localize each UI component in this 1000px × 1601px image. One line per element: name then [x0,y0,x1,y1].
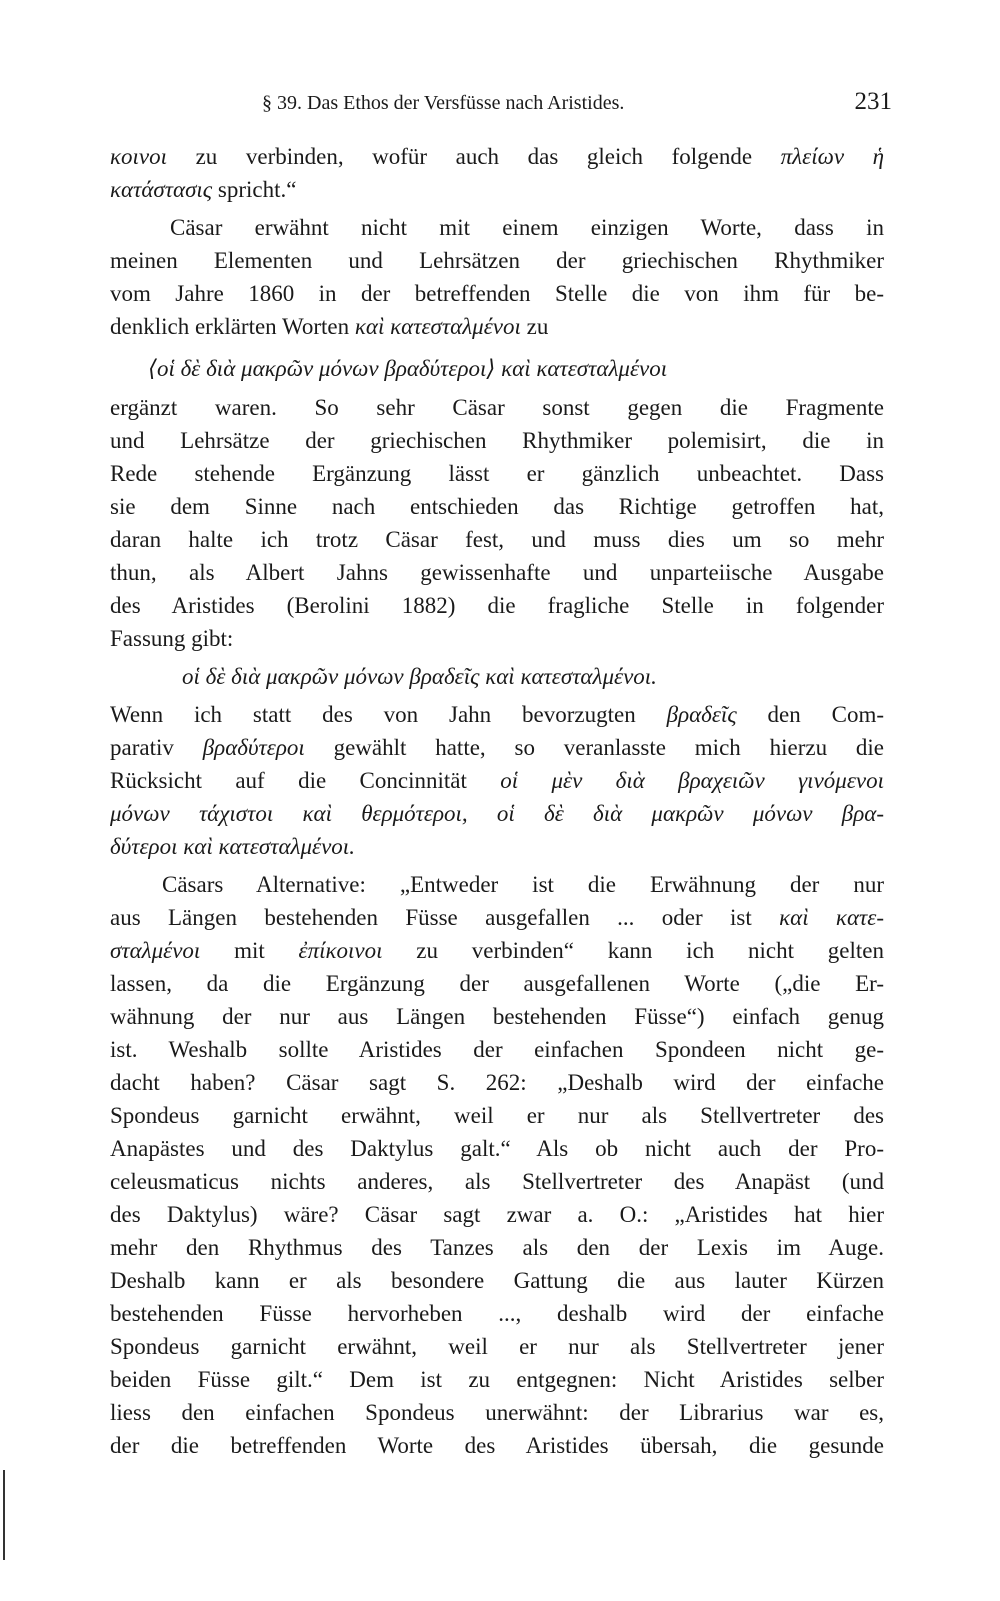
text-line [110,173,884,206]
text-span: thun, als Albert Jahns gewissenhafte und unparteiische Ausgabe [110,560,884,585]
text-line [110,1396,884,1429]
greek-term: δύτεροι καὶ κατεσταλμένοι. [110,834,355,859]
text-span: denklich erklärten Worten [110,314,355,339]
running-title: § 39. Das Ethos der Versfüsse nach Aristides. [262,92,625,114]
text-line [110,1297,884,1330]
greek-term: σταλμένοι [110,938,201,963]
text-span: liess den einfachen Spondeus unerwähnt: der Librarius war es, [110,1400,884,1425]
text-line [110,1429,884,1462]
text-line [110,1264,884,1297]
text-line [110,244,884,277]
text-line [110,490,884,523]
text-span: Rücksicht auf die Concinnität [110,768,501,793]
text-line [110,277,884,310]
text-line [110,731,884,764]
text-span: Spondeus garnicht erwähnt, weil er nur als Stellvertreter jener [110,1334,884,1359]
text-span: ergänzt waren. So sehr Cäsar sonst gegen die Fragmente [110,395,884,420]
text-line [110,797,884,830]
text-line [110,1066,884,1099]
text-line [110,622,884,655]
greek-term: βραδεῖς [666,702,737,727]
text-span: aus Längen bestehenden Füsse ausgefallen ... oder ist [110,905,780,930]
text-span: sie dem Sinne nach entschieden das Richtige getroffen hat, [110,494,884,519]
greek-term: οἱ δὲ διὰ μακρῶν μόνων βραδεῖς καὶ κατεσταλμένοι. [182,664,657,689]
page-number: 231 [854,88,892,115]
text-span: und Lehrsätze der griechischen Rhythmiker polemisirt, die in [110,428,884,453]
text-span: zu [520,314,549,339]
greek-term: ἐπίκοινοι [298,938,383,963]
page-header [262,86,892,122]
text-span: Cäsar erwähnt nicht mit einem einzigen Worte, dass in [170,215,884,240]
text-line [110,934,884,967]
text-line [110,901,884,934]
text-span: den Com- [736,702,884,727]
greek-quotation [148,352,868,385]
text-span: Spondeus garnicht erwähnt, weil er nur als Stellvertreter des [110,1103,884,1128]
text-span: beiden Füsse gilt.“ Dem ist zu entgegnen: Nicht Aristides selber [110,1367,884,1392]
text-line [110,457,884,490]
text-line [110,424,884,457]
text-span: dacht haben? Cäsar sagt S. 262: „Deshalb wird der einfache [110,1070,884,1095]
text-span: vom Jahre 1860 in der betreffenden Stelle die von ihm für be- [110,281,884,306]
text-span: zu verbinden“ kann ich nicht gelten [382,938,884,963]
text-line [110,391,884,424]
text-span: meinen Elementen und Lehrsätzen der griechischen Rhythmiker [110,248,884,273]
greek-term: οἱ μὲν διὰ βραχειῶν γινόμενοι [500,768,884,793]
greek-term: μόνων τάχιστοι καὶ θερμότεροι, οἱ δὲ διὰ μακρῶν μόνων βρα- [110,801,884,826]
text-line [110,764,884,797]
text-span: Fassung gibt: [110,626,234,651]
text-line [110,523,884,556]
text-span: bestehenden Füsse hervorheben ..., deshalb wird der einfache [110,1301,884,1326]
text-span: lassen, da die Ergänzung der ausgefallenen Worte („die Er- [110,971,884,996]
text-span: parativ [110,735,203,760]
text-span: mit [200,938,299,963]
text-line [110,1231,884,1264]
text-line [110,556,884,589]
greek-quotation [182,660,862,693]
text-line [110,1132,884,1165]
text-line [110,1033,884,1066]
greek-term: κατάστασις [110,177,213,202]
text-span: mehr den Rhythmus des Tanzes als den der Lexis im Auge. [110,1235,884,1260]
text-line [110,1330,884,1363]
text-line [110,1363,884,1396]
text-line [110,589,884,622]
text-line [110,1099,884,1132]
text-span: Anapästes und des Daktylus galt.“ Als ob nicht auch der Pro- [110,1136,884,1161]
text-span: Deshalb kann er als besondere Gattung die aus lauter Kürzen [110,1268,884,1293]
text-line [110,1165,884,1198]
text-span: der die betreffenden Worte des Aristides übersah, die gesunde [110,1433,884,1458]
greek-term: πλείων ἡ [780,144,884,169]
text-line [110,830,884,863]
scan-edge-line [3,1470,5,1560]
text-span: daran halte ich trotz Cäsar fest, und muss dies um so mehr [110,527,884,552]
text-span: ist. Weshalb sollte Aristides der einfachen Spondeen nicht ge- [110,1037,884,1062]
greek-term: κοινοι [110,144,168,169]
greek-term: ⟨οἱ δὲ διὰ μακρῶν μόνων βραδύτεροι⟩ καὶ κατεσταλμένοι [148,356,668,381]
text-line [110,310,884,343]
text-line [110,140,884,173]
text-line [110,1000,884,1033]
text-line [162,868,884,901]
text-span: Rede stehende Ergänzung lässt er gänzlich unbeachtet. Dass [110,461,884,486]
text-line [110,1198,884,1231]
greek-term: καὶ κατε- [779,905,884,930]
text-span: des Aristides (Berolini 1882) die fragliche Stelle in folgender [110,593,884,618]
text-span: des Daktylus) wäre? Cäsar sagt zwar a. O.: „Aristides hat hier [110,1202,884,1227]
text-span: zu verbinden, wofür auch das gleich folgende [167,144,781,169]
text-span: Wenn ich statt des von Jahn bevorzugten [110,702,667,727]
text-span: gewählt hatte, so veranlasste mich hierzu die [304,735,885,760]
greek-term: βραδύτεροι [202,735,305,760]
text-span: spricht.“ [212,177,297,202]
text-line [110,698,884,731]
greek-term: καὶ κατεσταλμένοι [354,314,521,339]
text-span: wähnung der nur aus Längen bestehenden Füsse“) einfach genug [110,1004,884,1029]
text-line [170,211,884,244]
text-span: Cäsars Alternative: „Entweder ist die Erwähnung der nur [162,872,884,897]
text-span: celeusmaticus nichts anderes, als Stellvertreter des Anapäst (und [110,1169,884,1194]
text-line [110,967,884,1000]
